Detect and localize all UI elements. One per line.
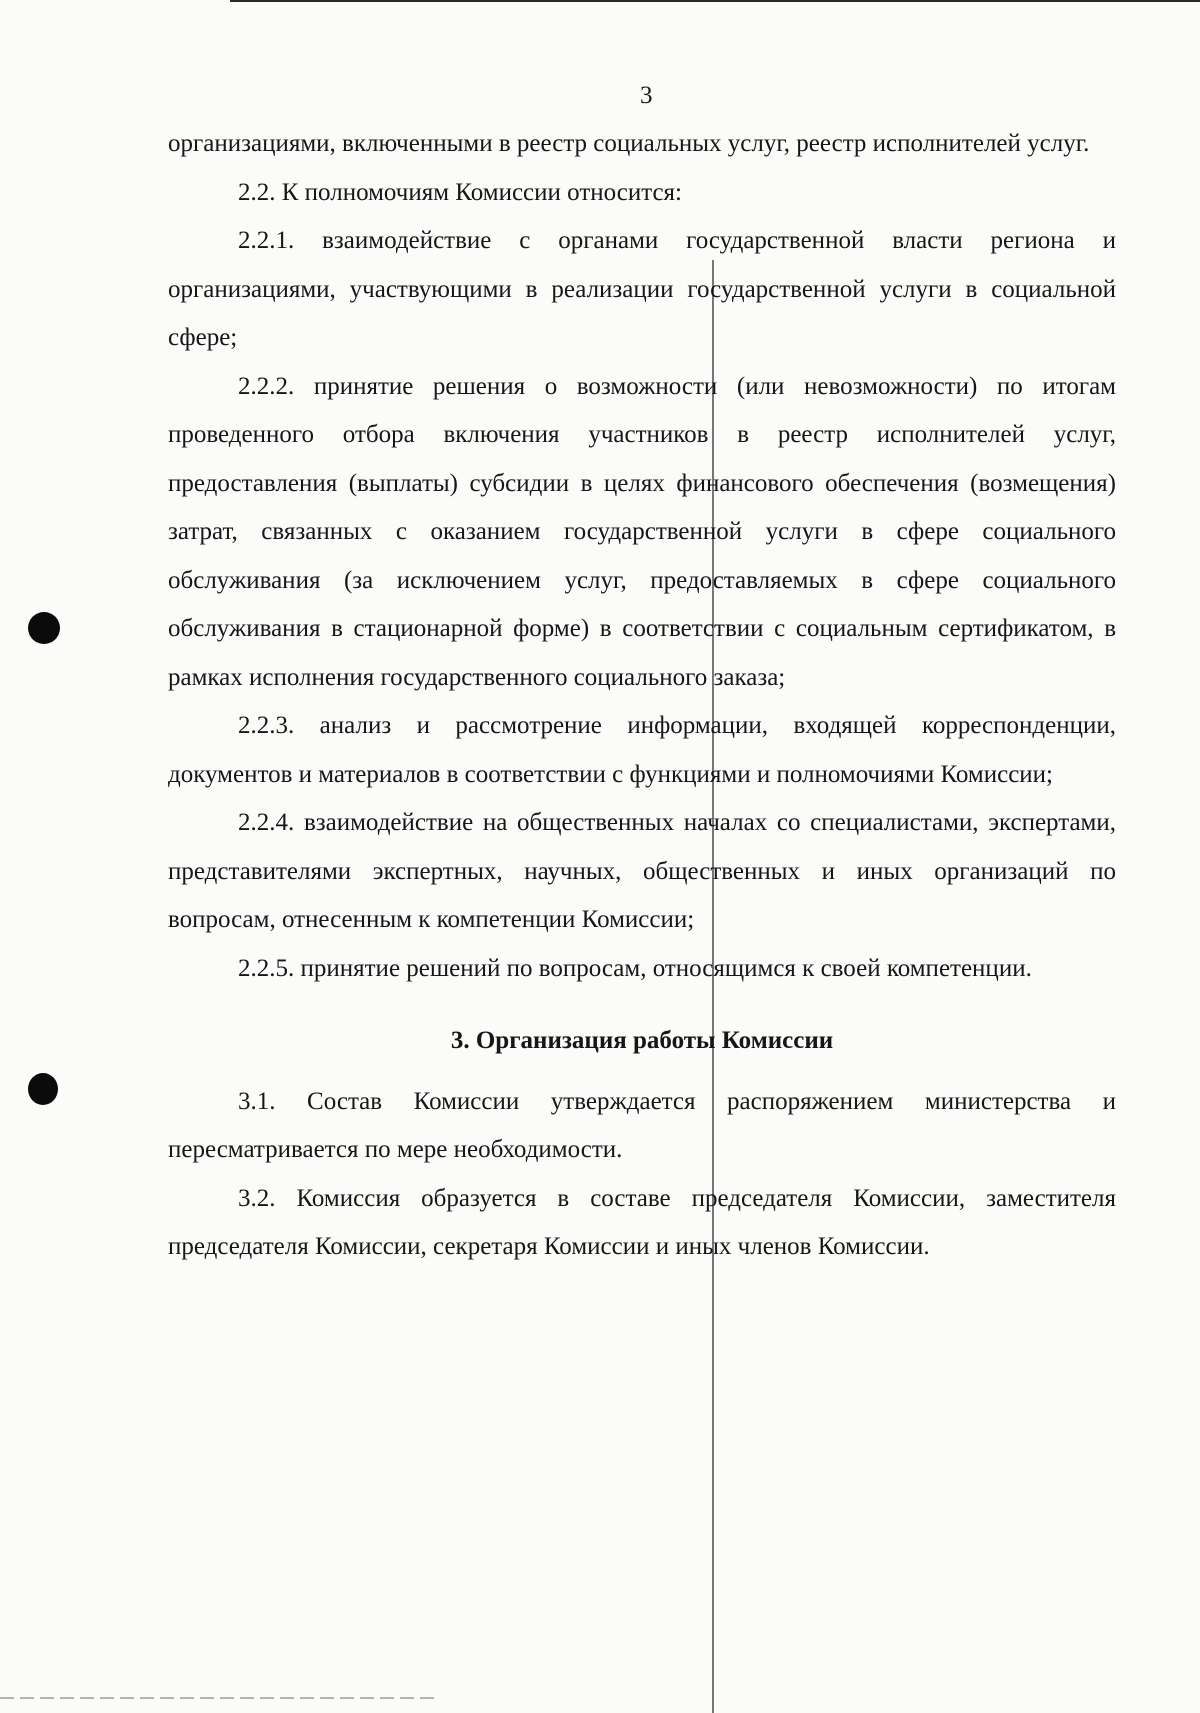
paragraph-2-2: 2.2. К полномочиям Комиссии относится: <box>238 178 682 206</box>
punch-hole <box>28 1073 58 1105</box>
paragraph-continuation: организациями, включенными в реестр социальных услуг, реестр исполнителей услуг. <box>168 130 1090 157</box>
page-number: 3 <box>640 82 653 109</box>
paragraph-3-1: 3.1. Состав Комиссии утверждается распоряжением министерства и пересматривается по мере необходимости. <box>168 1087 1116 1163</box>
paragraph-2-2-2: 2.2.2. принятие решения о возможности (или невозможности) по итогам проведенного отбора включения участников в реестр исполнителей услуг, предоставления (выплаты) субсидии в целях финансового обеспечения (возмещения) затрат, связанных с оказанием государственной услуги в сфере социального обслуживания (за исключением услуг, предоставляемых в сфере социального обслуживания в стационарной форме) в соответствии с социальным сертификатом, в рамках исполнения государственного социального заказа; <box>168 372 1116 691</box>
paragraph-2-2-1: 2.2.1. взаимодействие с органами государственной власти региона и организациями, участвующими в реализации государственной услуги в социальной сфере; <box>168 227 1116 351</box>
scan-bottom-edge <box>0 1697 440 1699</box>
punch-hole <box>28 612 60 644</box>
paragraph-3-2: 3.2. Комиссия образуется в составе председателя Комиссии, заместителя председателя Комиссии, секретаря Комиссии и иных членов Комиссии. <box>168 1184 1116 1260</box>
paragraph-2-2-4: 2.2.4. взаимодействие на общественных началах со специалистами, экспертами, представителями экспертных, научных, общественных и иных организаций по вопросам, отнесенным к компетенции Комиссии; <box>168 809 1116 933</box>
paragraph-2-2-5: 2.2.5. принятие решений по вопросам, относящимся к своей компетенции. <box>238 954 1032 982</box>
paragraph-2-2-3: 2.2.3. анализ и рассмотрение информации, входящей корреспонденции, документов и материалов в соответствии с функциями и полномочиями Комиссии; <box>168 712 1116 788</box>
section-title: 3. Организация работы Комиссии <box>450 1027 834 1054</box>
section-gap <box>168 993 1116 1017</box>
scan-top-edge <box>230 0 1200 2</box>
document-body <box>168 120 1116 1272</box>
